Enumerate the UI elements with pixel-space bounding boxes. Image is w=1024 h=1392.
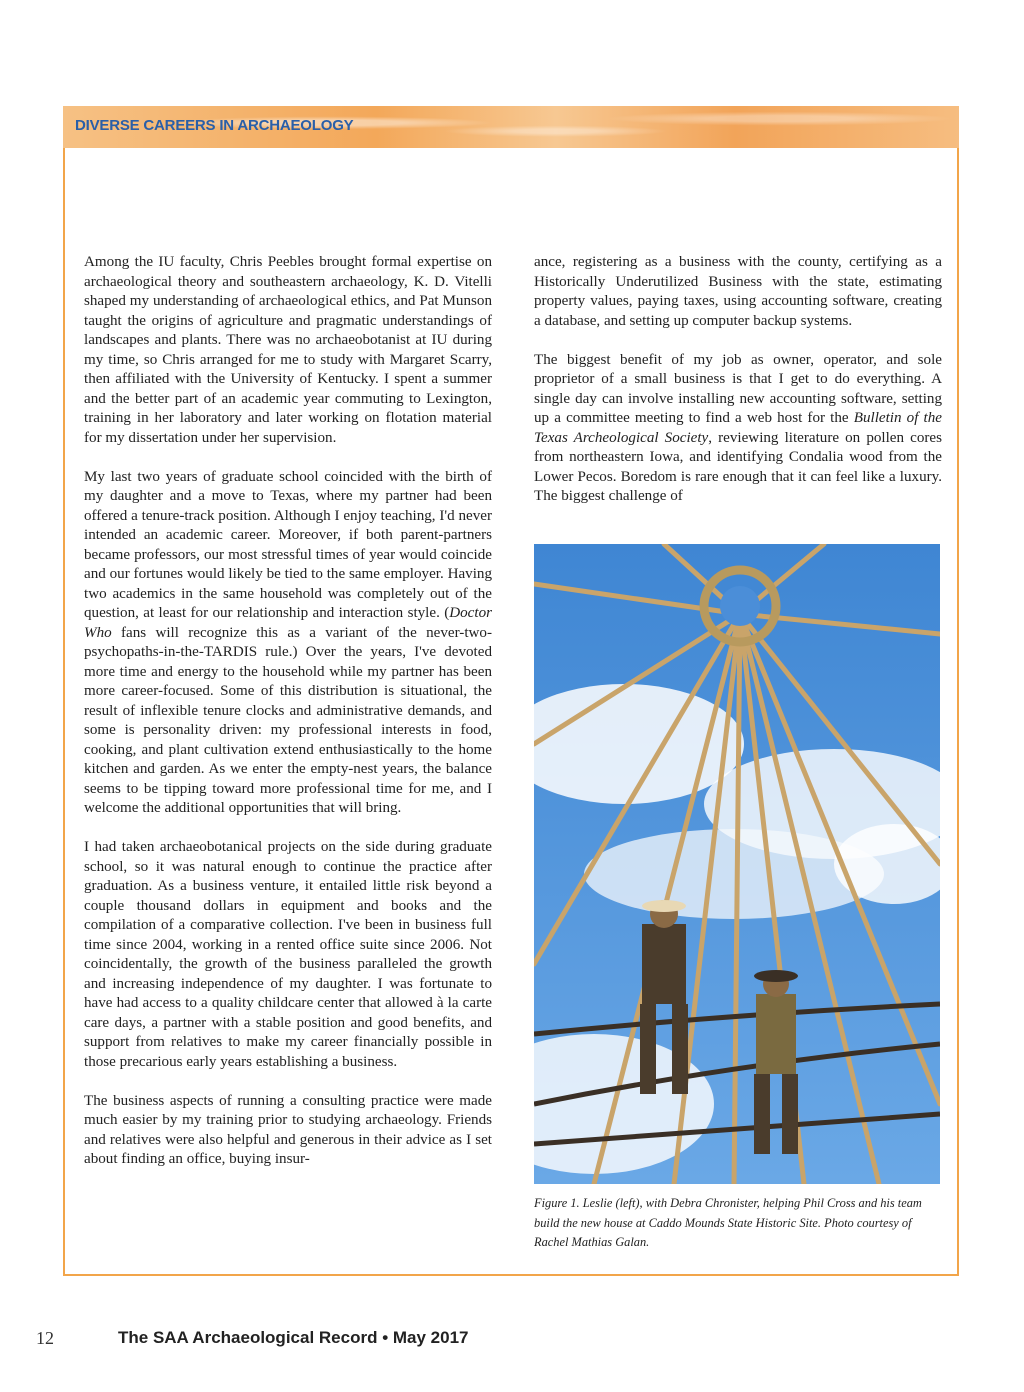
journal-title: The SAA Archaeological Record • May 2017 [118,1328,469,1347]
page-footer [36,1328,469,1349]
paragraph [534,351,942,507]
paragraph: ance, registering as a business with the county, certifying as a Historically Underutilized Business with the state, estimating property values, paying taxes, using accounting software, creating a database, and setting up computer backup systems. [534,254,942,329]
paragraph: Among the IU faculty, Chris Peebles brought formal expertise on archaeological theory and southeastern archaeology, K. D. Vitelli shaped my understanding of archaeological ethics, and Pat Munson taught the origins of agriculture and pragmatic understandings of landscapes and plants. There was no archaeobotanist at IU during my time, so Chris arranged for me to study with Margaret Scarry, then affiliated with the University of Kentucky. I spent a summer and the better part of an academic year commuting to Lexington, training in her laboratory and later working on flotation material for my dissertation under her supervision. [84,254,492,446]
figure-caption: Figure 1. Leslie (left), with Debra Chronister, helping Phil Cross and his team build the new house at Caddo Mounds State Historic Site. Photo courtesy of Rachel Mathias Galan. [534,1196,922,1249]
right-column [534,253,942,526]
paragraph: The business aspects of running a consulting practice were made much easier by my training prior to studying archaeology. Friends and relatives were also helpful and generous in their advice as I set about finding an office, buying insur- [84,1092,492,1167]
page-number: 12 [36,1328,54,1348]
paragraph: I had taken archaeobotanical projects on the side during graduate school, so it was natural enough to continue the practice after graduation. As a business venture, it entailed little risk beyond a couple thousand dollars in equipment and books and the compilation of a comparative collection. I've been in business full time since 2004, working in a rented office suite since 2006. Not coincidentally, the growth of the business paralleled the growth and increasing independence of my daughter. I was fortunate to have had access to a quality childcare center that allowed à la carte care days, a partner with a stable position and good benefits, and support from relatives to make my career financially possible in those precarious early years establishing a business. [84,839,492,1070]
italic-title: Doctor Who [84,605,492,641]
paragraph-text: My last two years of graduate school coincided with the birth of my daughter and a move to Texas, where my partner had been offered a tenure-track position. Although I enjoy teaching, I'd never intended an academic career. Moreover, if both parent-partners became professors, our most stressful times of year would coincide and our fortunes would likely be tied to the same employer. Having two academics in the same household was completely out of the question, at least for our relationship and interaction style. ( [84,468,492,621]
italic-title: Bulletin of the Texas Archeological Society [534,410,942,446]
paragraph-text: The biggest benefit of my job as owner, operator, and sole proprietor of a small business is that I get to do everything. A single day can involve installing new accounting software, setting up a committee meeting to find a web host for the [534,351,942,426]
paragraph-text: fans will recognize this as a variant of the never-two-psychopaths-in-the-TARDIS rule.) Over the years, I've devoted more time and energy to the household while my partner has been more career-focused. Some of this distribution is situational, the result of inflexible tenure clocks and administrative demands, and some is personality driven: my professional interests in food, cooking, and plant cultivation extend enthusiastically to the home kitchen and garden. As we enter the empty-nest years, the balance seems to be tipping toward more professional time for me, and I welcome the additional opportunities that will bring. [84,624,492,816]
left-column [84,253,492,1189]
section-banner [63,106,959,148]
section-title: DIVERSE CAREERS IN ARCHAEOLOGY [75,117,354,134]
paragraph [84,468,492,819]
paragraph-text: , reviewing literature on pollen cores from northeastern Iowa, and identifying Condalia wood from the Lower Pecos. Boredom is rare enough that it can feel like a luxury. The biggest challenge of [534,429,942,504]
figure-photo [534,544,940,1184]
